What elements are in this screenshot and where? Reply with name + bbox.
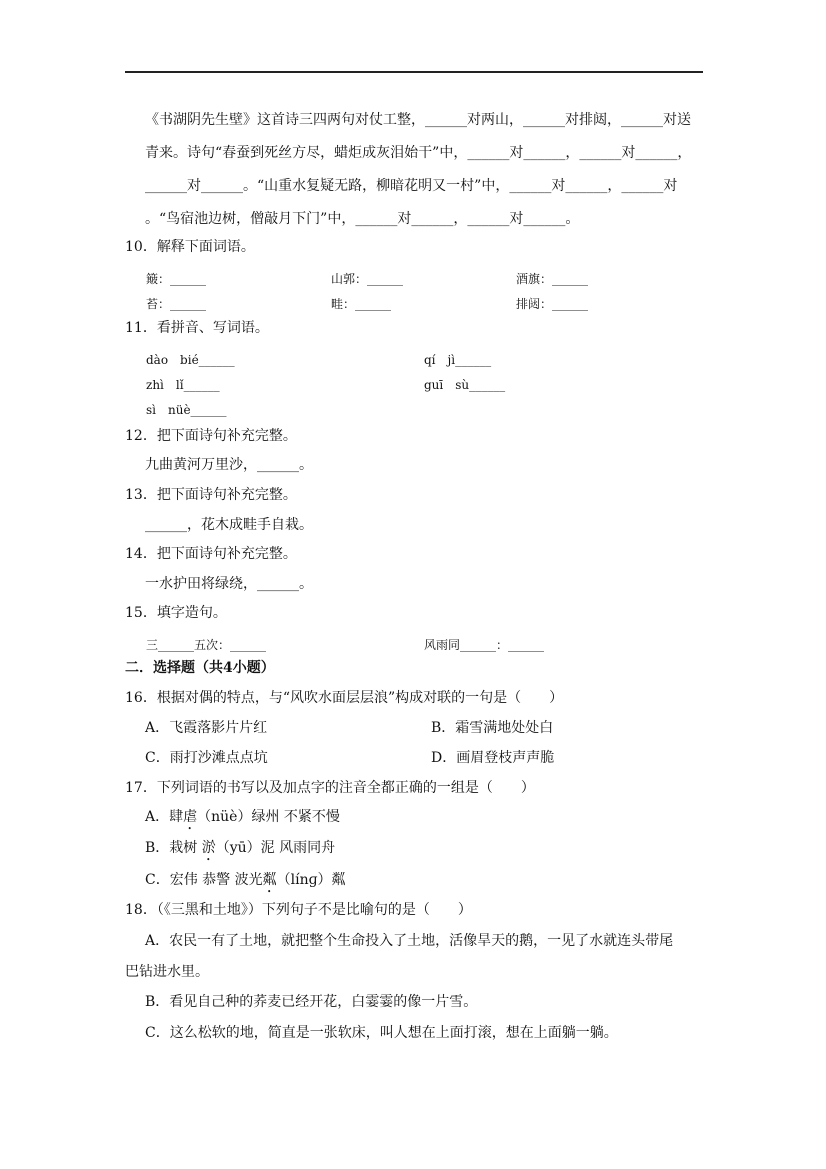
q18-option-a-line-2: 巴钻进水里。 [125, 964, 209, 980]
q16-option-b: B．霜雪满地处处白 [431, 720, 554, 736]
q12-line: 九曲黄河万里沙，______。 [145, 457, 313, 473]
q10-item-5: 畦：______ [331, 297, 392, 311]
q17-option-a-post: （nüè）绿州 不紧不慢 [197, 809, 340, 825]
passage-line-3: ______对______。“山重水复疑无路，柳暗花明又一村”中，______对______，______对 [145, 178, 678, 194]
q17-option-a-dotted-char: 虐 [183, 809, 198, 825]
q14-line: 一水护田将绿绕，______。 [145, 576, 313, 592]
q17-option-c-post: （línɡ）粼 [276, 872, 346, 888]
passage-line-1: 《书湖阴先生壁》这首诗三四两句对仗工整，______对两山，______对排闼，______对送 [145, 112, 691, 128]
q10-item-4: 苔：______ [146, 297, 207, 311]
q17-option-b-post: （yū）泥 风雨同舟 [215, 840, 336, 856]
q17-option-c-pre: C．宏伟 恭警 波光 [145, 872, 263, 888]
q13-line: ______，花木成畦手自栽。 [145, 517, 313, 533]
q15-right: 风雨同______：______ [424, 638, 545, 652]
q17-option-b-dotted-char: 淤 [201, 840, 216, 856]
q15-left: 三______五次：______ [146, 638, 267, 652]
q12-title: 12．把下面诗句补充完整。 [125, 428, 297, 444]
q17-option-a-pre: A．肆 [145, 809, 184, 825]
q13-title: 13．把下面诗句补充完整。 [125, 487, 297, 503]
q17-option-c-dotted-char: 粼 [262, 872, 277, 888]
q11-item-4: guī sù______ [424, 378, 506, 392]
q16-option-c: C．雨打沙滩点点坑 [145, 750, 268, 766]
q10-item-6: 排闼：______ [516, 297, 589, 311]
q17-option-a [145, 808, 340, 833]
passage-line-4: 。“鸟宿池边树，僧敲月下门”中，______对______，______对______。 [145, 211, 580, 227]
q10-item-2: 山郭：______ [331, 272, 404, 286]
q17-option-c [145, 871, 346, 896]
q11-item-1: dào bié______ [146, 353, 235, 367]
q16-option-a: A．飞霞落影片片红 [145, 720, 268, 736]
q15-title: 15．填字造句。 [125, 605, 227, 621]
passage-line-2: 青来。诗句“春蚕到死丝方尽，蜡炬成灰泪始干”中，______对______，______对______， [145, 145, 692, 161]
q14-title: 14．把下面诗句补充完整。 [125, 546, 297, 562]
q11-title: 11．看拼音、写词语。 [125, 320, 269, 336]
q10-item-3: 酒旗：______ [516, 272, 589, 286]
q17-option-b-pre: B．栽树 [145, 840, 202, 856]
header-rule [125, 71, 703, 73]
q16-option-d: D．画眉登枝声声脆 [431, 750, 555, 766]
q11-item-3: zhì lǐ______ [146, 378, 220, 392]
q11-item-2: qí jì______ [424, 353, 492, 367]
q17-option-b [145, 839, 335, 864]
q10-title: 10．解释下面词语。 [125, 239, 255, 255]
q16-title: 16．根据对偶的特点，与“风吹水面层层浪”构成对联的一句是（ ） [125, 690, 564, 706]
q18-option-b: B．看见自己种的荞麦已经开花，白霎霎的像一片雪。 [145, 994, 478, 1010]
q18-option-c: C．这么松软的地，简直是一张软床，叫人想在上面打滚，想在上面躺一躺。 [145, 1025, 618, 1041]
q10-item-1: 簸：______ [146, 272, 207, 286]
q11-item-5: sì nüè______ [146, 403, 227, 417]
q18-title: 18．（《三黑和土地》）下列句子不是比喻句的是（ ） [125, 902, 472, 918]
q17-title: 17．下列词语的书写以及加点字的注音全都正确的一组是（ ） [125, 780, 535, 796]
section-2-heading: 二．选择题（共4小题） [125, 660, 275, 676]
q18-option-a-line-1: A．农民一有了土地，就把整个生命投入了土地，活像旱天的鹅，一见了水就连头带尾 [145, 933, 674, 949]
